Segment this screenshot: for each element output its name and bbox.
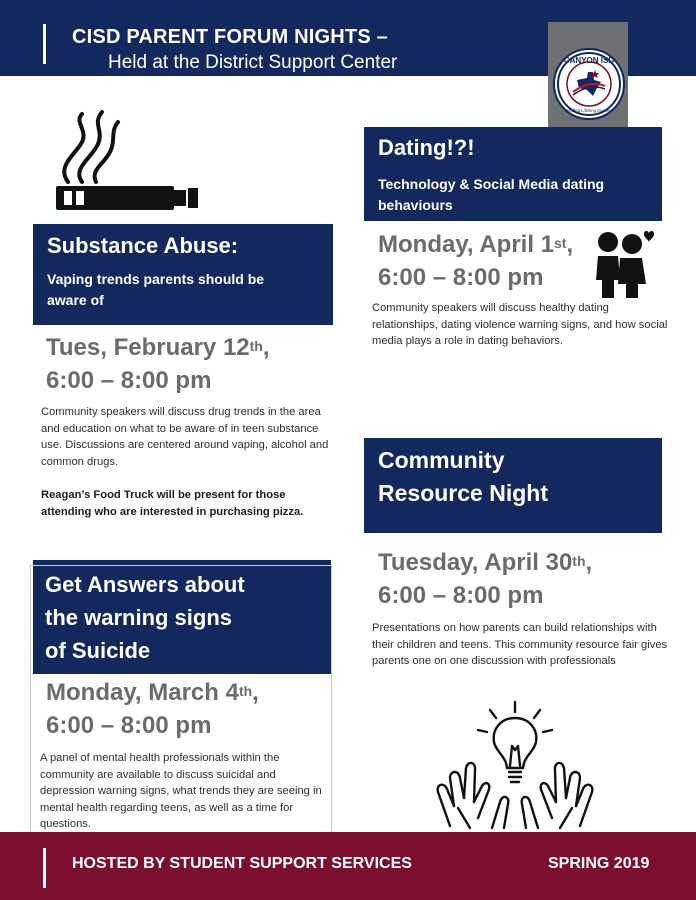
event-suicide-title-line2: the warning signs [45,605,233,630]
event-dating-time: 6:00 – 8:00 pm [378,264,544,291]
event-dating-title: Dating!?! [378,135,475,160]
canyon-isd-logo [553,48,625,120]
footer-divider [43,848,46,888]
event-community-date: Tuesday, April 30th, [378,549,593,576]
event-substance-abuse-header [33,224,333,325]
footer-season-text: SPRING 2019 [548,855,650,872]
vape-pen-icon [52,108,200,214]
event-suicide-title-line3: of Suicide [45,638,151,663]
lightbulb-hands-icon [430,698,600,830]
logo-tagline: Instilling Lifelong Success [565,108,613,113]
event-suicide-description: A panel of mental health professionals within the community are available to discuss suicidal and depression warning signs, what trends they are seeing in mental health regarding teens, as well as a time for questions. [40,752,322,830]
event-substance-abuse-time: 6:00 – 8:00 pm [46,367,212,394]
header-subtitle: Held at the District Support Center [108,52,398,73]
event-substance-abuse-title: Substance Abuse: [47,233,239,258]
event-dating-header [364,127,662,221]
event-dating-description: Community speakers will discuss healthy dating relationships, dating violence warning signs, and how social media plays a role in dating behaviors. [372,302,668,347]
event-community-time: 6:00 – 8:00 pm [378,582,544,609]
event-dating-subtitle: Technology & Social Media dating behaviours [378,176,605,213]
event-substance-abuse-description: Community speakers will discuss drug trends in the area and education on what to be aware of in teen substance use. Discussions are centered around vaping, alcohol and common drugs. [41,406,329,468]
logo-text: CANYON ISD [563,56,615,65]
header-divider [43,24,46,64]
event-suicide-title-line1: Get Answers about [45,572,245,597]
event-substance-abuse-date: Tues, February 12th, [46,334,270,361]
event-dating-date: Monday, April 1st, [378,231,574,258]
footer-host-text: HOSTED BY STUDENT SUPPORT SERVICES [72,855,412,872]
event-suicide-date: Monday, March 4th, [46,679,259,706]
event-substance-abuse-subtitle: Vaping trends parents should be aware of [47,271,265,308]
couple-kissing-icon [594,228,656,300]
event-suicide-time: 6:00 – 8:00 pm [46,712,212,739]
footer-bar [0,832,696,900]
event-substance-abuse-note: Reagan’s Food Truck will be present for those attending who are interested in purchasing pizza. [41,489,304,518]
event-community-header [364,438,662,533]
event-community-description: Presentations on how parents can build relationships with their children and teens. This community resource fair gives parents one on one discussion with professionals [372,622,668,667]
event-community-title-line1: Community [378,447,505,473]
header-title: CISD PARENT FORUM NIGHTS – [72,26,388,48]
event-community-title-line2: Resource Night [378,480,548,506]
